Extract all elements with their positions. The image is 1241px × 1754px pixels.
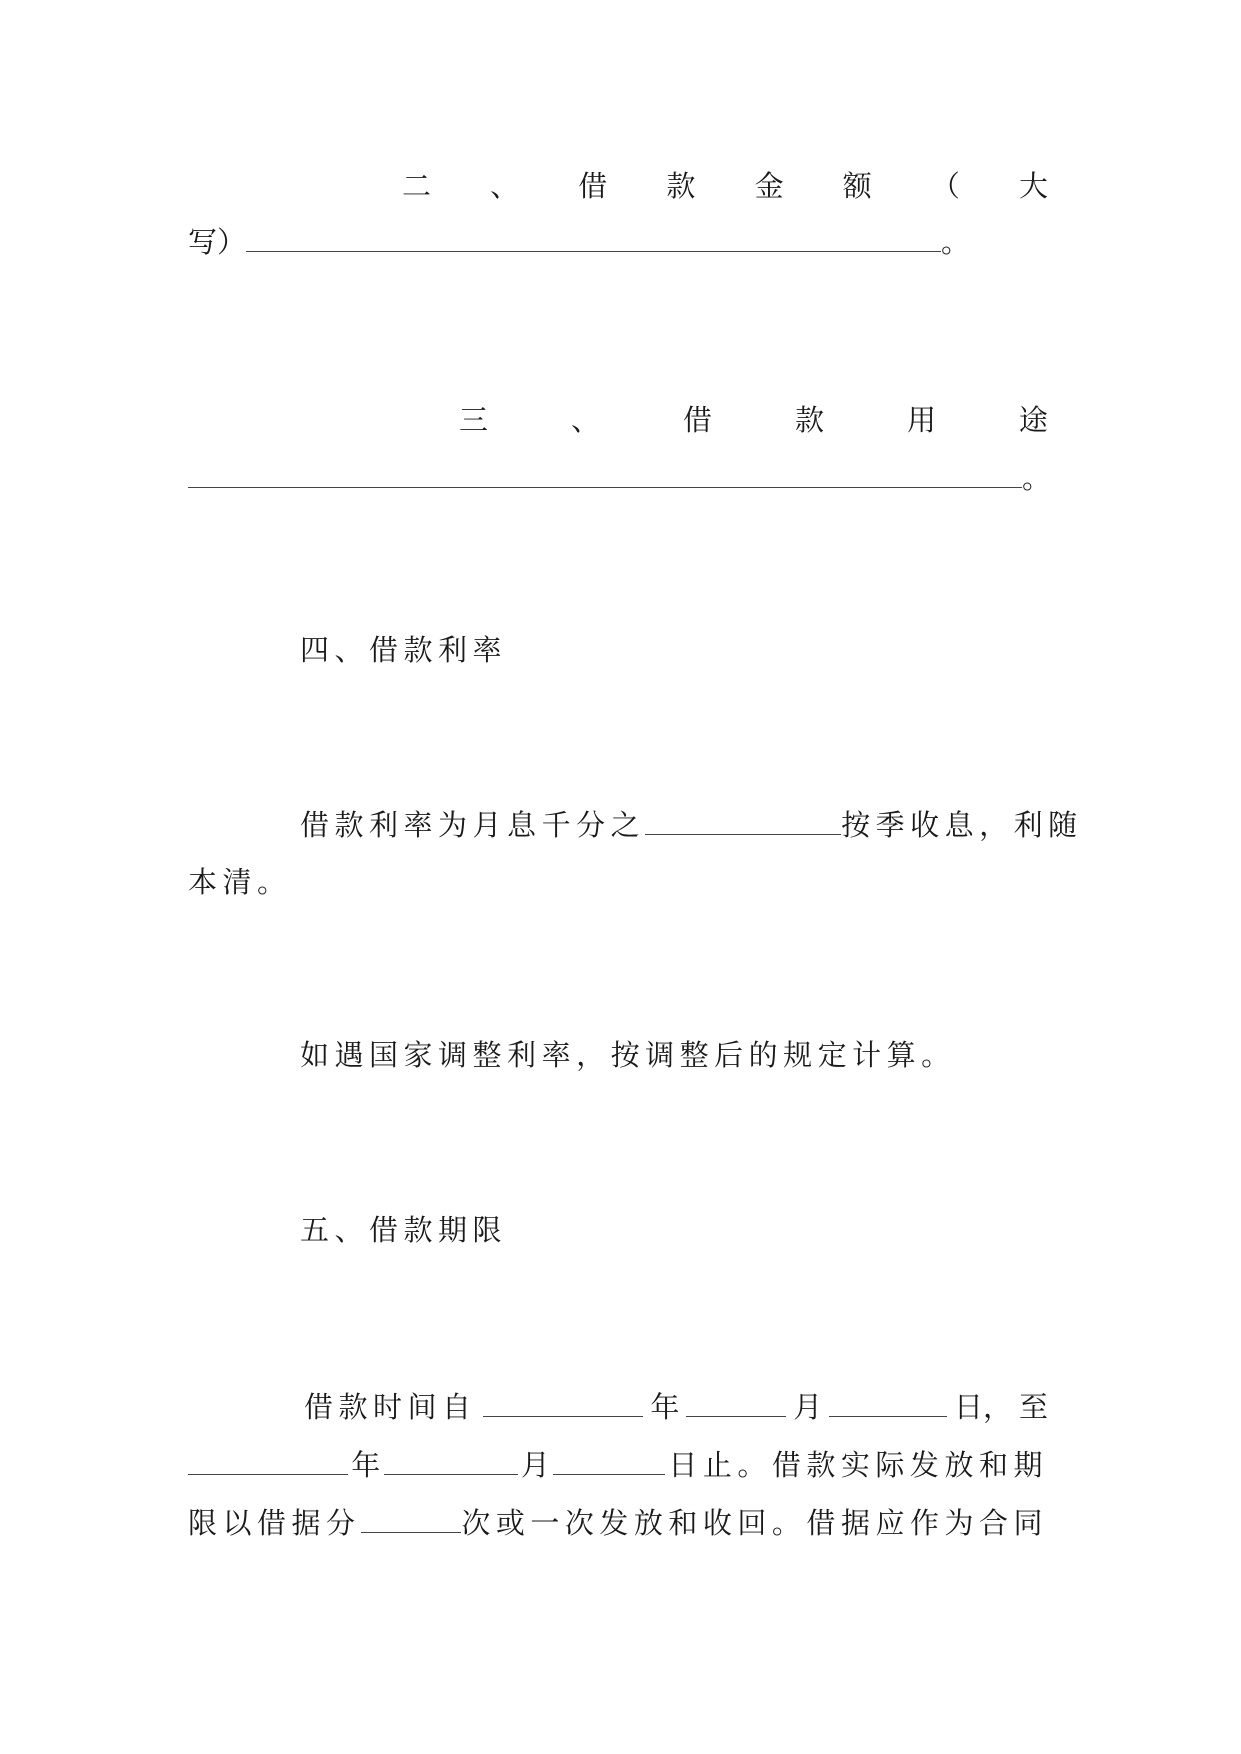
issue-prefix: 限以借据分 [188, 1506, 361, 1540]
rate-line-2: 本清。 [188, 865, 292, 899]
char: 、 [570, 403, 600, 437]
to-label: 至 [1018, 1390, 1048, 1424]
term-end-text: 日止。借款实际发放和期 [668, 1448, 1048, 1482]
section-2-line-2 [188, 222, 970, 262]
period: 。 [1022, 461, 1052, 495]
section-3-line-2 [188, 458, 1051, 498]
start-day-blank [829, 1389, 947, 1417]
rate-prefix: 借款利率为月息千分之 [300, 808, 646, 842]
day-label: 日， [954, 1390, 1013, 1424]
amount-label-tail: 写） [188, 225, 247, 259]
period: 。 [941, 225, 971, 259]
char: 借 [578, 169, 608, 203]
section-2-line-1 [402, 166, 1048, 206]
char: 金 [754, 169, 784, 203]
start-month-blank [686, 1389, 786, 1417]
year-label: 年 [351, 1448, 381, 1482]
term-start-label: 借款时间自 [304, 1390, 477, 1424]
year-label: 年 [650, 1390, 680, 1424]
start-year-blank [483, 1389, 643, 1417]
amount-blank [246, 224, 941, 252]
month-label: 月 [793, 1390, 823, 1424]
section-3-line-1 [459, 400, 1048, 440]
installments-blank [361, 1505, 462, 1533]
rate-suffix: 按季收息，利随 [841, 808, 1083, 842]
rate-line-1 [300, 805, 1083, 845]
rate-adjust: 如遇国家调整利率，按调整后的规定计算。 [300, 1038, 956, 1072]
char: 二 [402, 169, 432, 203]
term-line-3 [188, 1503, 1048, 1543]
char: 额 [842, 169, 872, 203]
char: 、 [490, 169, 520, 203]
char: 款 [666, 169, 696, 203]
issue-suffix: 次或一次发放和收回。借据应作为合同 [461, 1506, 1048, 1540]
rate-blank [645, 807, 841, 835]
char: 用 [906, 403, 936, 437]
char: 借 [682, 403, 712, 437]
section-4-heading: 四、借款利率 [300, 633, 508, 667]
end-year-blank [188, 1447, 348, 1475]
char: 大 [1018, 169, 1048, 203]
char: 款 [794, 403, 824, 437]
term-line-1 [304, 1387, 1048, 1427]
char: （ [930, 169, 960, 203]
term-line-2 [188, 1445, 1048, 1485]
end-day-blank [553, 1447, 665, 1475]
section-5-heading: 五、借款期限 [300, 1213, 508, 1247]
end-month-blank [384, 1447, 518, 1475]
month-label: 月 [520, 1448, 550, 1482]
char: 三 [459, 403, 489, 437]
char: 途 [1018, 403, 1048, 437]
purpose-blank [188, 460, 1022, 488]
